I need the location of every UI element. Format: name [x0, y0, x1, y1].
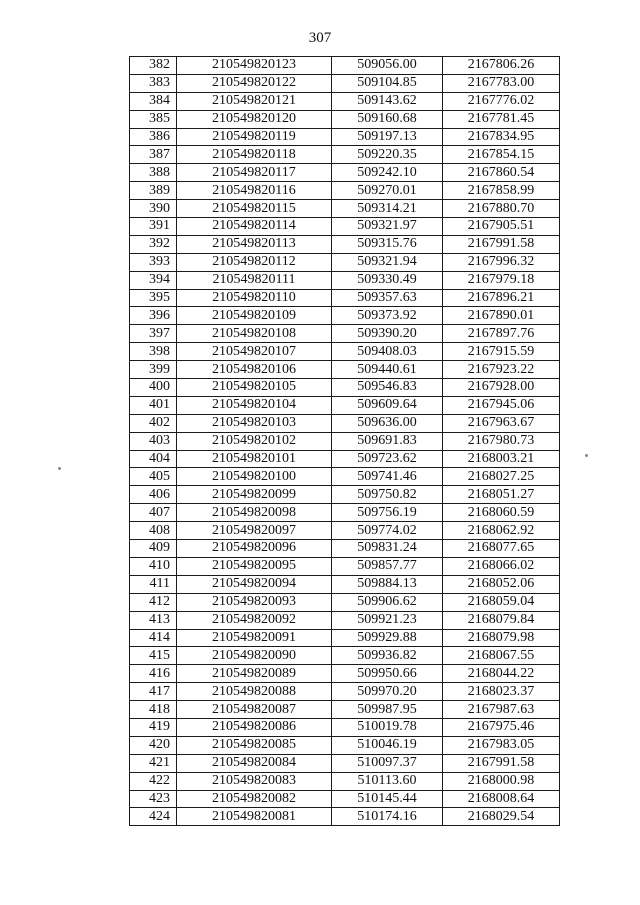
x-coordinate-cell: 509691.83 [332, 432, 443, 450]
y-coordinate-cell: 2168059.04 [443, 593, 560, 611]
table-row [130, 307, 560, 325]
y-coordinate-cell: 2168044.22 [443, 665, 560, 683]
table-row [130, 611, 560, 629]
point-number-cell: 385 [130, 110, 177, 128]
table-row [130, 200, 560, 218]
cadastral-id-cell: 210549820103 [177, 414, 332, 432]
y-coordinate-cell: 2168067.55 [443, 647, 560, 665]
y-coordinate-cell: 2168029.54 [443, 808, 560, 826]
point-number-cell: 383 [130, 74, 177, 92]
y-coordinate-cell: 2168052.06 [443, 575, 560, 593]
cadastral-id-cell: 210549820093 [177, 593, 332, 611]
y-coordinate-cell: 2168051.27 [443, 486, 560, 504]
x-coordinate-cell: 509987.95 [332, 701, 443, 719]
x-coordinate-cell: 509270.01 [332, 182, 443, 200]
x-coordinate-cell: 509390.20 [332, 325, 443, 343]
table-row [130, 522, 560, 540]
table-row [130, 486, 560, 504]
x-coordinate-cell: 509104.85 [332, 74, 443, 92]
cadastral-id-cell: 210549820099 [177, 486, 332, 504]
x-coordinate-cell: 509906.62 [332, 593, 443, 611]
table-row [130, 790, 560, 808]
y-coordinate-cell: 2167897.76 [443, 325, 560, 343]
point-number-cell: 415 [130, 647, 177, 665]
y-coordinate-cell: 2167991.58 [443, 235, 560, 253]
cadastral-id-cell: 210549820098 [177, 504, 332, 522]
x-coordinate-cell: 509143.62 [332, 92, 443, 110]
x-coordinate-cell: 509723.62 [332, 450, 443, 468]
y-coordinate-cell: 2167945.06 [443, 396, 560, 414]
cadastral-id-cell: 210549820106 [177, 361, 332, 379]
cadastral-id-cell: 210549820113 [177, 235, 332, 253]
point-number-cell: 409 [130, 540, 177, 558]
x-coordinate-cell: 509756.19 [332, 504, 443, 522]
table-body [130, 57, 560, 826]
cadastral-id-cell: 210549820091 [177, 629, 332, 647]
x-coordinate-cell: 509220.35 [332, 146, 443, 164]
point-number-cell: 395 [130, 289, 177, 307]
point-number-cell: 410 [130, 557, 177, 575]
cadastral-id-cell: 210549820118 [177, 146, 332, 164]
point-number-cell: 398 [130, 343, 177, 361]
table-row [130, 128, 560, 146]
cadastral-id-cell: 210549820100 [177, 468, 332, 486]
y-coordinate-cell: 2167928.00 [443, 379, 560, 397]
y-coordinate-cell: 2168003.21 [443, 450, 560, 468]
table-row [130, 379, 560, 397]
y-coordinate-cell: 2167776.02 [443, 92, 560, 110]
page-number: 307 [308, 30, 332, 46]
table-row [130, 450, 560, 468]
y-coordinate-cell: 2167923.22 [443, 361, 560, 379]
scan-mark-left [58, 467, 61, 470]
y-coordinate-cell: 2167987.63 [443, 701, 560, 719]
cadastral-id-cell: 210549820092 [177, 611, 332, 629]
y-coordinate-cell: 2167880.70 [443, 200, 560, 218]
coordinates-table [129, 56, 560, 826]
y-coordinate-cell: 2168077.65 [443, 540, 560, 558]
table-row [130, 235, 560, 253]
point-number-cell: 382 [130, 57, 177, 75]
point-number-cell: 391 [130, 218, 177, 236]
y-coordinate-cell: 2167915.59 [443, 343, 560, 361]
table-row [130, 414, 560, 432]
point-number-cell: 390 [130, 200, 177, 218]
y-coordinate-cell: 2167860.54 [443, 164, 560, 182]
x-coordinate-cell: 509929.88 [332, 629, 443, 647]
table-row [130, 629, 560, 647]
table-row [130, 593, 560, 611]
table-row [130, 736, 560, 754]
cadastral-id-cell: 210549820084 [177, 754, 332, 772]
y-coordinate-cell: 2168000.98 [443, 772, 560, 790]
x-coordinate-cell: 509741.46 [332, 468, 443, 486]
x-coordinate-cell: 509950.66 [332, 665, 443, 683]
y-coordinate-cell: 2167783.00 [443, 74, 560, 92]
point-number-cell: 421 [130, 754, 177, 772]
y-coordinate-cell: 2167854.15 [443, 146, 560, 164]
point-number-cell: 411 [130, 575, 177, 593]
point-number-cell: 424 [130, 808, 177, 826]
point-number-cell: 407 [130, 504, 177, 522]
y-coordinate-cell: 2168008.64 [443, 790, 560, 808]
table-row [130, 540, 560, 558]
y-coordinate-cell: 2167890.01 [443, 307, 560, 325]
cadastral-id-cell: 210549820121 [177, 92, 332, 110]
x-coordinate-cell: 510145.44 [332, 790, 443, 808]
y-coordinate-cell: 2167983.05 [443, 736, 560, 754]
table-row [130, 92, 560, 110]
point-number-cell: 419 [130, 718, 177, 736]
point-number-cell: 416 [130, 665, 177, 683]
cadastral-id-cell: 210549820086 [177, 718, 332, 736]
point-number-cell: 397 [130, 325, 177, 343]
point-number-cell: 417 [130, 683, 177, 701]
table-row [130, 146, 560, 164]
point-number-cell: 420 [130, 736, 177, 754]
point-number-cell: 412 [130, 593, 177, 611]
table-row [130, 289, 560, 307]
table-row [130, 343, 560, 361]
table-row [130, 683, 560, 701]
y-coordinate-cell: 2167834.95 [443, 128, 560, 146]
point-number-cell: 406 [130, 486, 177, 504]
point-number-cell: 408 [130, 522, 177, 540]
point-number-cell: 393 [130, 253, 177, 271]
y-coordinate-cell: 2168060.59 [443, 504, 560, 522]
x-coordinate-cell: 509936.82 [332, 647, 443, 665]
cadastral-id-cell: 210549820083 [177, 772, 332, 790]
x-coordinate-cell: 509056.00 [332, 57, 443, 75]
cadastral-id-cell: 210549820102 [177, 432, 332, 450]
cadastral-id-cell: 210549820123 [177, 57, 332, 75]
y-coordinate-cell: 2167905.51 [443, 218, 560, 236]
y-coordinate-cell: 2167806.26 [443, 57, 560, 75]
point-number-cell: 402 [130, 414, 177, 432]
y-coordinate-cell: 2168027.25 [443, 468, 560, 486]
x-coordinate-cell: 510019.78 [332, 718, 443, 736]
table-row [130, 432, 560, 450]
cadastral-id-cell: 210549820117 [177, 164, 332, 182]
cadastral-id-cell: 210549820089 [177, 665, 332, 683]
x-coordinate-cell: 509831.24 [332, 540, 443, 558]
cadastral-id-cell: 210549820111 [177, 271, 332, 289]
x-coordinate-cell: 509857.77 [332, 557, 443, 575]
table-row [130, 182, 560, 200]
cadastral-id-cell: 210549820114 [177, 218, 332, 236]
cadastral-id-cell: 210549820082 [177, 790, 332, 808]
point-number-cell: 400 [130, 379, 177, 397]
x-coordinate-cell: 509609.64 [332, 396, 443, 414]
y-coordinate-cell: 2167991.58 [443, 754, 560, 772]
table-row [130, 504, 560, 522]
cadastral-id-cell: 210549820087 [177, 701, 332, 719]
table-row [130, 647, 560, 665]
point-number-cell: 392 [130, 235, 177, 253]
y-coordinate-cell: 2167781.45 [443, 110, 560, 128]
table-row [130, 718, 560, 736]
table-row [130, 575, 560, 593]
cadastral-id-cell: 210549820109 [177, 307, 332, 325]
cadastral-id-cell: 210549820116 [177, 182, 332, 200]
table-row [130, 361, 560, 379]
x-coordinate-cell: 509884.13 [332, 575, 443, 593]
y-coordinate-cell: 2167963.67 [443, 414, 560, 432]
y-coordinate-cell: 2168062.92 [443, 522, 560, 540]
cadastral-id-cell: 210549820096 [177, 540, 332, 558]
x-coordinate-cell: 509357.63 [332, 289, 443, 307]
table-row [130, 110, 560, 128]
table-row [130, 665, 560, 683]
table-row [130, 772, 560, 790]
cadastral-id-cell: 210549820112 [177, 253, 332, 271]
x-coordinate-cell: 509330.49 [332, 271, 443, 289]
y-coordinate-cell: 2168066.02 [443, 557, 560, 575]
point-number-cell: 418 [130, 701, 177, 719]
point-number-cell: 386 [130, 128, 177, 146]
cadastral-id-cell: 210549820090 [177, 647, 332, 665]
point-number-cell: 394 [130, 271, 177, 289]
table-row [130, 218, 560, 236]
cadastral-id-cell: 210549820097 [177, 522, 332, 540]
table-row [130, 396, 560, 414]
point-number-cell: 414 [130, 629, 177, 647]
cadastral-id-cell: 210549820085 [177, 736, 332, 754]
table-row [130, 164, 560, 182]
cadastral-id-cell: 210549820081 [177, 808, 332, 826]
cadastral-id-cell: 210549820107 [177, 343, 332, 361]
point-number-cell: 413 [130, 611, 177, 629]
table-row [130, 253, 560, 271]
x-coordinate-cell: 510046.19 [332, 736, 443, 754]
x-coordinate-cell: 509774.02 [332, 522, 443, 540]
point-number-cell: 388 [130, 164, 177, 182]
x-coordinate-cell: 509160.68 [332, 110, 443, 128]
x-coordinate-cell: 509321.94 [332, 253, 443, 271]
x-coordinate-cell: 509373.92 [332, 307, 443, 325]
x-coordinate-cell: 509314.21 [332, 200, 443, 218]
point-number-cell: 389 [130, 182, 177, 200]
x-coordinate-cell: 509636.00 [332, 414, 443, 432]
y-coordinate-cell: 2167980.73 [443, 432, 560, 450]
cadastral-id-cell: 210549820108 [177, 325, 332, 343]
table-row [130, 468, 560, 486]
table-row [130, 74, 560, 92]
table-row [130, 808, 560, 826]
point-number-cell: 404 [130, 450, 177, 468]
x-coordinate-cell: 509197.13 [332, 128, 443, 146]
y-coordinate-cell: 2168023.37 [443, 683, 560, 701]
table-row [130, 701, 560, 719]
cadastral-id-cell: 210549820119 [177, 128, 332, 146]
cadastral-id-cell: 210549820115 [177, 200, 332, 218]
point-number-cell: 405 [130, 468, 177, 486]
y-coordinate-cell: 2167975.46 [443, 718, 560, 736]
point-number-cell: 422 [130, 772, 177, 790]
point-number-cell: 396 [130, 307, 177, 325]
y-coordinate-cell: 2168079.98 [443, 629, 560, 647]
cadastral-id-cell: 210549820101 [177, 450, 332, 468]
point-number-cell: 387 [130, 146, 177, 164]
x-coordinate-cell: 509970.20 [332, 683, 443, 701]
y-coordinate-cell: 2167896.21 [443, 289, 560, 307]
x-coordinate-cell: 509242.10 [332, 164, 443, 182]
cadastral-id-cell: 210549820095 [177, 557, 332, 575]
x-coordinate-cell: 510174.16 [332, 808, 443, 826]
x-coordinate-cell: 509921.23 [332, 611, 443, 629]
cadastral-id-cell: 210549820104 [177, 396, 332, 414]
table-row [130, 325, 560, 343]
x-coordinate-cell: 509408.03 [332, 343, 443, 361]
table-row [130, 271, 560, 289]
y-coordinate-cell: 2167979.18 [443, 271, 560, 289]
x-coordinate-cell: 510113.60 [332, 772, 443, 790]
table-row [130, 57, 560, 75]
x-coordinate-cell: 510097.37 [332, 754, 443, 772]
cadastral-id-cell: 210549820110 [177, 289, 332, 307]
point-number-cell: 399 [130, 361, 177, 379]
point-number-cell: 423 [130, 790, 177, 808]
table-row [130, 754, 560, 772]
x-coordinate-cell: 509321.97 [332, 218, 443, 236]
y-coordinate-cell: 2167858.99 [443, 182, 560, 200]
y-coordinate-cell: 2167996.32 [443, 253, 560, 271]
scan-mark-right [585, 454, 588, 457]
cadastral-id-cell: 210549820120 [177, 110, 332, 128]
x-coordinate-cell: 509315.76 [332, 235, 443, 253]
x-coordinate-cell: 509440.61 [332, 361, 443, 379]
x-coordinate-cell: 509750.82 [332, 486, 443, 504]
cadastral-id-cell: 210549820122 [177, 74, 332, 92]
point-number-cell: 403 [130, 432, 177, 450]
x-coordinate-cell: 509546.83 [332, 379, 443, 397]
cadastral-id-cell: 210549820094 [177, 575, 332, 593]
point-number-cell: 401 [130, 396, 177, 414]
y-coordinate-cell: 2168079.84 [443, 611, 560, 629]
cadastral-id-cell: 210549820105 [177, 379, 332, 397]
table-row [130, 557, 560, 575]
point-number-cell: 384 [130, 92, 177, 110]
cadastral-id-cell: 210549820088 [177, 683, 332, 701]
